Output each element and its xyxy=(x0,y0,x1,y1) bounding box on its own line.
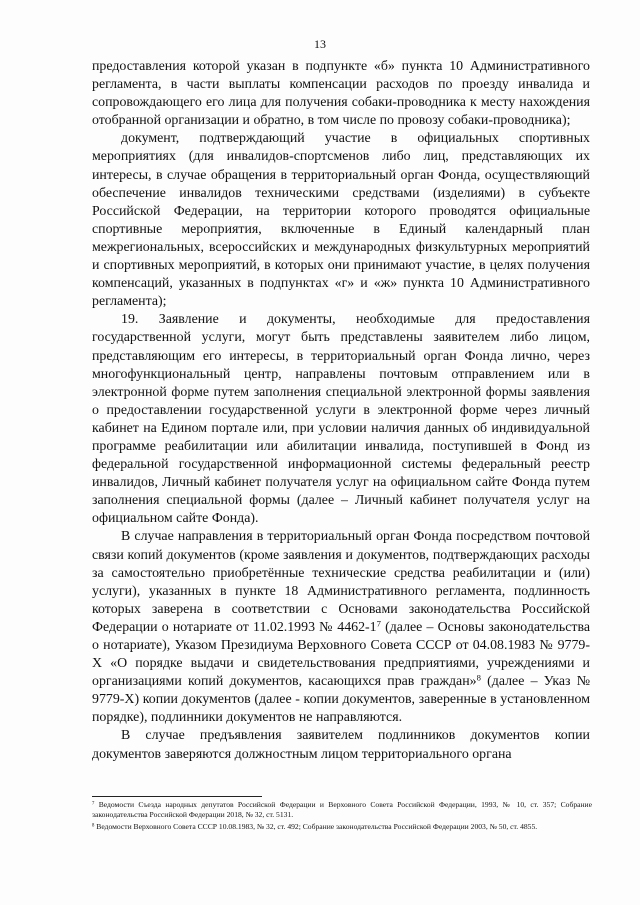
footnote-number: 7 xyxy=(92,801,95,807)
paragraph-postal-copies xyxy=(92,528,590,727)
page-number: 13 xyxy=(314,37,326,51)
body-text xyxy=(92,58,590,764)
footnote-number: 8 xyxy=(92,823,95,829)
paragraph-originals: В случае предъявления заявителем подлинников документов копии документов заверяются должностным лицом территориального органа xyxy=(92,728,590,762)
footnote-ref-7: 7 xyxy=(376,618,381,629)
footnote-text: Ведомости Верховного Совета СССР 10.08.1983, № 32, ст. 492; Собрание законодательства Российской Федерации 2003, № 50, ст. 4855. xyxy=(94,822,538,832)
paragraph-item-19: 19. Заявление и документы, необходимые для предоставления государственной услуги, могут быть представлены заявителем либо лицом, представляющим его интересы, в территориальный орган Фонда лично, через многофункциональный центр, направлены почтовым отправлением или в электронной форме путем заполнения специальной электронной формы заявления о предоставлении государственной услуги в электронной форме через личный кабинет на Едином портале или, при условии наличия данных об индивидуальной программе реабилитации или абилитации инвалида, поступившей в Фонд из федеральной государственной информационной системы федеральный реестр инвалидов, Личный кабинет получателя услуг на официальном сайте Фонда путем заполнения специальной формы (далее – Личный кабинет получателя услуг на официальном сайте Фонда). xyxy=(92,312,590,527)
footnote-text: Ведомости Съезда народных депутатов Российской Федерации и Верховного Совета Российской Федерации, 1993, № 10, ст. 357; Собрание законодательства Российской Федерации 2018, № 32, ст. 5131. xyxy=(92,800,592,820)
paragraph-postal-copies-part1: В случае направления в территориальный орган Фонда посредством почтовой связи копий документов (кроме заявления и документов, подтверждающих расходы за самостоятельно приобретённые технические средства реабилитации и (или) услуги), указанных в пункте 18 Административного регламента, подлинность которых заверена в соответствии с Основами законодательства Российской Федерации о нотариате от 11.02.1993 № 4462-1 xyxy=(92,529,590,635)
footnote-ref-8: 8 xyxy=(476,672,481,683)
paragraph-postal-copies-part3: (далее – Указ № 9779-Х) копии документов (далее - копии документов, заверенные в установленном порядке), подлинники документов не направляются. xyxy=(92,674,591,726)
paragraph-postal-copies-part2: (далее – Основы законодательства о нотариате), Указом Президиума Верховного Совета СССР от 04.08.1983 № 9779-Х «О порядке выдачи и свидетельствования предприятиями, учреждениями и организациями копий документов, касающихся прав граждан» xyxy=(92,619,590,690)
footnote-8 xyxy=(92,822,592,832)
paragraph-sports-document: документ, подтверждающий участие в официальных спортивных мероприятиях (для инвалидов-спортсменов либо лиц, представляющих их интересы, в случае обращения в территориальный орган Фонда, осуществляющий обеспечение инвалидов техническими средствами (изделиями) в субъекте Российской Федерации, на территории которого проводятся официальные спортивные мероприятия, включенные в Единый календарный план межрегиональных, всероссийских и международных физкультурных мероприятий и спортивных мероприятий, в которых они принимают участие, в целях получения компенсаций, указанных в подпунктах «г» и «ж» пункта 10 Административного регламента); xyxy=(92,131,590,310)
paragraph-continuation: предоставления которой указан в подпункте «б» пункта 10 Административного регламента, в части выплаты компенсации расходов по проезду инвалида и сопровождающего его лица для получения собаки-проводника к месту нахождения отобранной организации и обратно, в том числе по провозу собаки-проводника); xyxy=(92,59,590,129)
footnotes xyxy=(92,800,592,835)
footnote-7 xyxy=(92,800,592,820)
footnote-separator xyxy=(92,796,262,797)
